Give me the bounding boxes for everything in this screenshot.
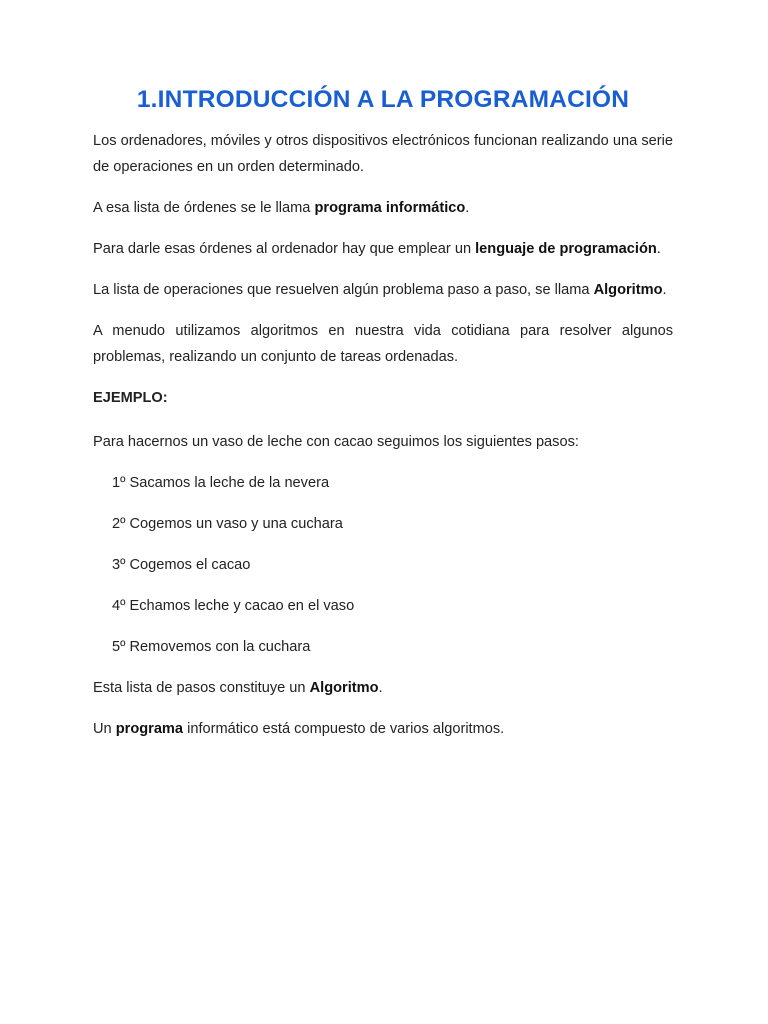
paragraph-steps-algorithm [93,675,673,701]
paragraph-text: . [662,282,667,298]
paragraph-programa [93,195,673,221]
paragraph-text: La lista de operaciones que resuelven algún problema paso a paso, se llama [93,282,594,298]
paragraph-text: Un [93,721,116,737]
bold-term-programa: programa [115,721,184,737]
bold-term-lenguaje-programacion: lenguaje de programación [475,241,657,257]
paragraph-lenguaje [93,236,673,262]
paragraph-text: informático está compuesto de varios algoritmos. [183,721,505,737]
paragraph-example-intro: Para hacernos un vaso de leche con cacao seguimos los siguientes pasos: [93,434,579,450]
paragraph-text: Esta lista de pasos constituye un [93,680,310,696]
example-heading: EJEMPLO: [93,390,168,406]
paragraph-intro-devices: Los ordenadores, móviles y otros dispositivos electrónicos funcionan realizando una serie de operaciones en un orden determinado. [93,133,673,175]
list-item: 4º Echamos leche y cacao en el vaso [112,598,355,614]
list-item: 1º Sacamos la leche de la nevera [112,475,330,491]
paragraph-text: A esa lista de órdenes se le llama [93,200,315,216]
paragraph-text: . [378,680,383,696]
steps-list [93,470,673,660]
bold-term-algoritmo-2: Algoritmo [309,680,379,696]
bold-term-programa-informatico: programa informático [314,200,466,216]
list-item: 3º Cogemos el cacao [112,557,251,573]
paragraph-algoritmo-definition [93,277,673,303]
paragraph-text: . [656,241,661,257]
paragraph-daily-algorithms: A menudo utilizamos algoritmos en nuestra vida cotidiana para resolver algunos problemas, realizando un conjunto de tareas ordenadas. [93,323,673,365]
bold-term-algoritmo: Algoritmo [593,282,663,298]
paragraph-text: . [465,200,470,216]
document-page [93,84,673,742]
paragraph-program-composition [93,716,673,742]
list-item: 5º Removemos con la cuchara [112,639,311,655]
list-item: 2º Cogemos un vaso y una cuchara [112,516,343,532]
page-title: 1.INTRODUCCIÓN A LA PROGRAMACIÓN [136,86,630,113]
paragraph-text: Para darle esas órdenes al ordenador hay que emplear un [93,241,476,257]
